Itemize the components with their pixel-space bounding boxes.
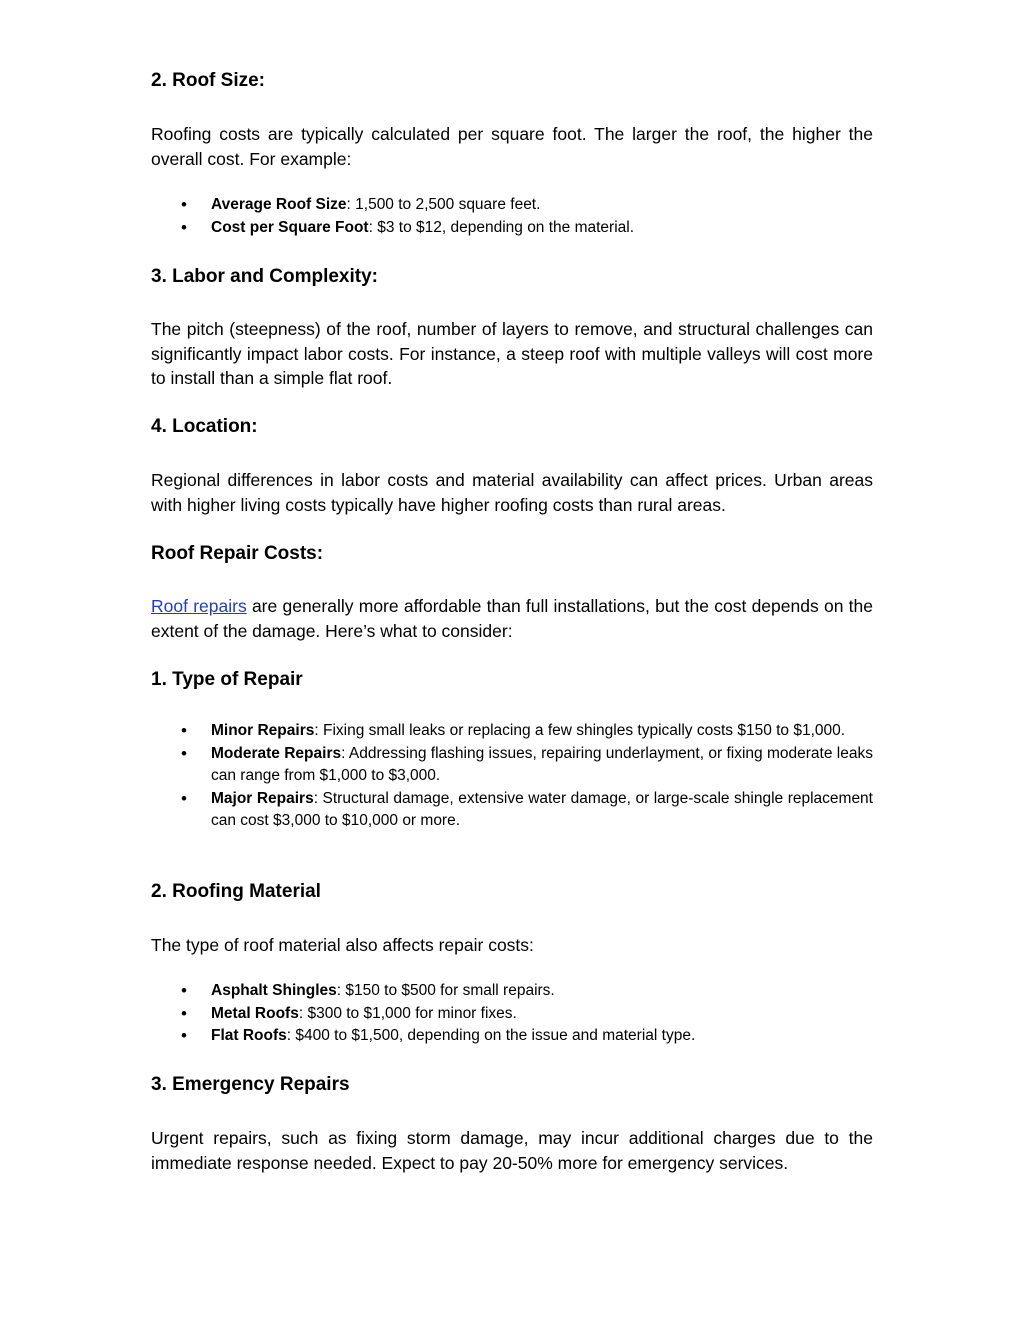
bullet-label: Average Roof Size [211, 196, 347, 213]
bullet-label: Asphalt Shingles [211, 982, 337, 999]
bullet-list-roofing-material [151, 980, 873, 1048]
bullet-text: : $3 to $12, depending on the material. [368, 218, 635, 236]
bullet-text: : 1,500 to 2,500 square feet. [346, 196, 541, 213]
paragraph-text: are generally more affordable than full installations, but the cost depends on the extent of the damage. Here’s what to consider: [151, 596, 873, 641]
bullet-list-roof-size [151, 194, 873, 239]
heading-location: 4. Location: [151, 416, 258, 437]
list-item [151, 720, 873, 743]
bullet-label: Moderate Repairs [211, 744, 342, 762]
bullet-label: Metal Roofs [211, 1004, 299, 1022]
list-item [151, 1003, 873, 1026]
bullet-text: : $300 to $1,000 for minor fixes. [298, 1004, 517, 1022]
heading-emergency-repairs: 3. Emergency Repairs [151, 1074, 350, 1095]
paragraph-roofing-material: The type of roof material also affects repair costs: [151, 935, 534, 955]
paragraph-labor-complexity: The pitch (steepness) of the roof, number of layers to remove, and structural challenges can significantly impact labor costs. For instance, a steep roof with multiple valleys will cost more to install than a simple flat roof. [151, 319, 873, 388]
heading-roof-repair-costs: Roof Repair Costs: [151, 543, 324, 564]
heading-type-of-repair: 1. Type of Repair [151, 669, 303, 690]
bullet-label: Minor Repairs [211, 722, 315, 739]
list-item [151, 980, 873, 1003]
list-item [151, 194, 873, 217]
paragraph-emergency-repairs: Urgent repairs, such as fixing storm damage, may incur additional charges due to the immediate response needed. Expect to pay 20-50% more for emergency services. [151, 1128, 873, 1173]
list-item [151, 1025, 873, 1048]
heading-labor-complexity: 3. Labor and Complexity: [151, 266, 378, 287]
roof-repairs-link[interactable]: Roof repairs [151, 596, 247, 616]
bullet-label: Cost per Square Foot [211, 218, 369, 236]
bullet-text: : Structural damage, extensive water damage, or large-scale shingle replacement can cost $3,000 to $10,000 or more. [211, 789, 873, 829]
paragraph-roof-size: Roofing costs are typically calculated per square foot. The larger the roof, the higher the overall cost. For example: [151, 124, 873, 169]
heading-roof-size: 2. Roof Size: [151, 70, 266, 91]
paragraph-location: Regional differences in labor costs and material availability can affect prices. Urban areas with higher living costs typically have higher roofing costs than rural areas. [151, 470, 873, 515]
bullet-label: Flat Roofs [211, 1027, 287, 1044]
bullet-list-type-of-repair [151, 720, 873, 833]
list-item [151, 788, 873, 833]
bullet-text: : Fixing small leaks or replacing a few shingles typically costs $150 to $1,000. [314, 722, 846, 739]
bullet-text: : $400 to $1,500, depending on the issue and material type. [286, 1027, 696, 1044]
list-item [151, 217, 873, 240]
bullet-label: Major Repairs [211, 789, 314, 807]
paragraph-roof-repair-costs [151, 594, 873, 643]
heading-roofing-material: 2. Roofing Material [151, 881, 321, 902]
bullet-text: : Addressing flashing issues, repairing underlayment, or fixing moderate leaks can range from $1,000 to $3,000. [211, 744, 873, 784]
bullet-text: : $150 to $500 for small repairs. [336, 982, 555, 999]
list-item [151, 743, 873, 788]
